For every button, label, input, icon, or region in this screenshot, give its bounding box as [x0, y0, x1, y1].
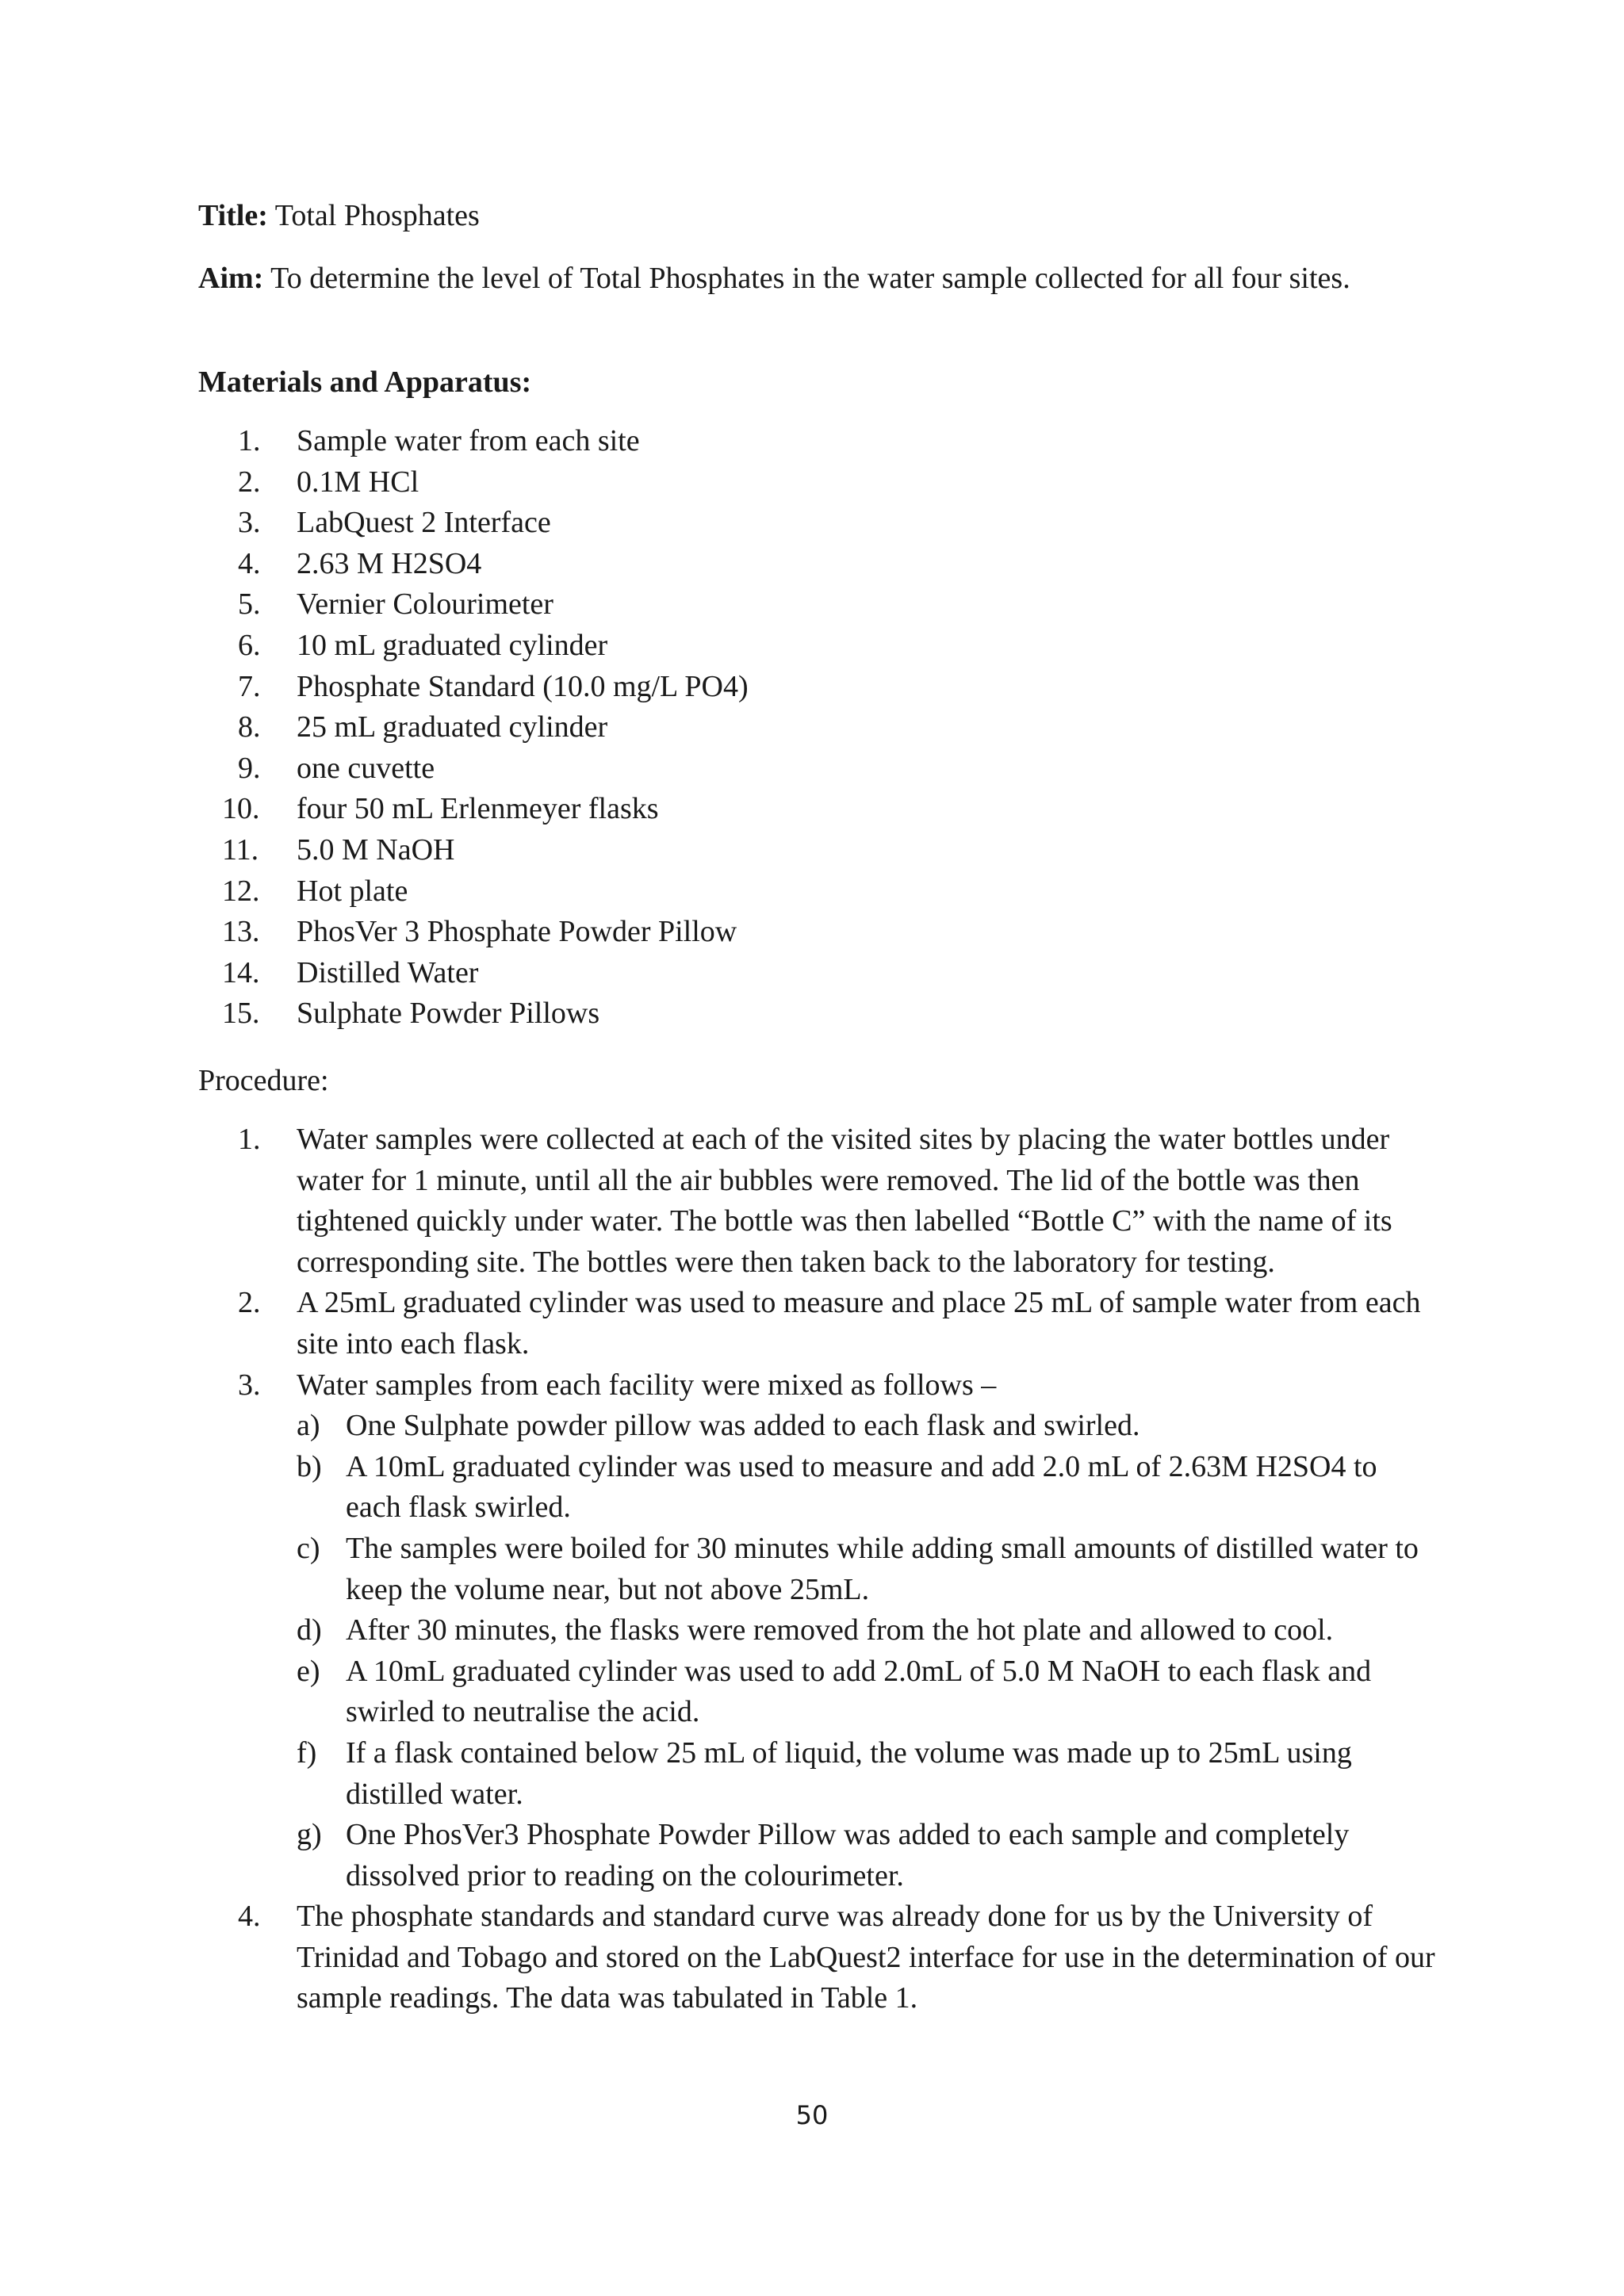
list-item: 8. 25 mL graduated cylinder [238, 710, 608, 744]
procedure-list [198, 1119, 1435, 2019]
procedure-substep: b) A 10mL graduated cylinder was used to measure and add 2.0 mL of 2.63M H2SO4 to each flask swirled. [297, 1449, 1377, 1525]
page-number: 50 [795, 2100, 829, 2130]
materials-heading: Materials and Apparatus: [198, 365, 532, 399]
list-item: 10. four 50 mL Erlenmeyer flasks [222, 792, 659, 826]
list-item: 2. 0.1M HCl [238, 465, 419, 499]
procedure-substep: g) One PhosVer3 Phosphate Powder Pillow was added to each sample and completely dissolved prior to reading on the colourimeter. [297, 1818, 1350, 1892]
procedure-substeps [297, 1406, 1435, 1896]
list-item: 1. Sample water from each site [238, 424, 640, 457]
list-item: 11. 5.0 M NaOH [222, 832, 455, 867]
procedure-step: 3. Water samples from each facility were mixed as follows – a) One Sulphate powder pillow was added to each flask and swirled. b) A 10mL graduated cylinder was used to measure and add 2.0 mL of 2.63M H2SO4 to each flask swirled. c) The samples were boiled for 30 minutes while adding small amounts of distilled water to keep the volume near, but not above 25mL. d) After 30 minutes, the flasks were removed from the hot plate and allowed to cool. e) A 10mL graduated cylinder was used to add 2.0mL of 5.0 M NaOH to each flask and swirled to neutralise the acid. f) If a flask contained below 25 mL of liquid, the volume was made up to 25mL using distilled water. g) One PhosVer3 Phosphate Powder Pillow was added to each sample and completely dissolved prior to reading on the colourimeter. [198, 1365, 1435, 1897]
procedure-substep: d) After 30 minutes, the flasks were removed from the hot plate and allowed to cool. [297, 1613, 1334, 1647]
procedure-step: 4. The phosphate standards and standard curve was already done for us by the University of Trinidad and Tobago and stored on the LabQuest2 interface for use in the determination of our sample readings. The data was tabulated in Table 1. [238, 1900, 1435, 2015]
list-item: 9. one cuvette [238, 751, 435, 785]
list-item: 6. 10 mL graduated cylinder [238, 628, 608, 662]
list-item: 15. Sulphate Powder Pillows [222, 997, 600, 1031]
title-line [198, 195, 1427, 236]
materials-list [198, 421, 1388, 1035]
list-item: 13. PhosVer 3 Phosphate Powder Pillow [222, 915, 737, 949]
aim-paragraph [198, 258, 1396, 299]
procedure-step: 2. A 25mL graduated cylinder was used to measure and place 25 mL of sample water from each site into each flask. [238, 1286, 1421, 1360]
list-item: 14. Distilled Water [222, 955, 479, 989]
list-item: 5. Vernier Colourimeter [238, 587, 553, 622]
procedure-step: 1. Water samples were collected at each of the visited sites by placing the water bottles under water for 1 minute, until all the air bubbles were removed. The lid of the bottle was then tightened quickly under water. The bottle was then labelled “Bottle C” with the name of its corresponding site. The bottles were then taken back to the laboratory for testing. [238, 1123, 1392, 1279]
procedure-heading: Procedure: [198, 1064, 329, 1097]
aim-text: To determine the level of Total Phosphates in the water sample collected for all four sites. [270, 262, 1350, 295]
list-item: 4. 2.63 M H2SO4 [238, 546, 482, 580]
list-item: 7. Phosphate Standard (10.0 mg/L PO4) [238, 669, 749, 703]
procedure-substep: f) If a flask contained below 25 mL of liquid, the volume was made up to 25mL using distilled water. [297, 1735, 1352, 1811]
aim-label: Aim: [198, 262, 264, 295]
title-label: Title: [198, 199, 268, 232]
procedure-substep: a) One Sulphate powder pillow was added to each flask and swirled. [297, 1409, 1140, 1443]
list-item: 12. Hot plate [222, 874, 408, 908]
procedure-substep: e) A 10mL graduated cylinder was used to add 2.0mL of 5.0 M NaOH to each flask and swirled to neutralise the acid. [297, 1654, 1372, 1729]
procedure-substep: c) The samples were boiled for 30 minutes while adding small amounts of distilled water to keep the volume near, but not above 25mL. [297, 1531, 1419, 1606]
title-text: Total Phosphates [274, 199, 480, 232]
list-item: 3. LabQuest 2 Interface [238, 506, 551, 540]
